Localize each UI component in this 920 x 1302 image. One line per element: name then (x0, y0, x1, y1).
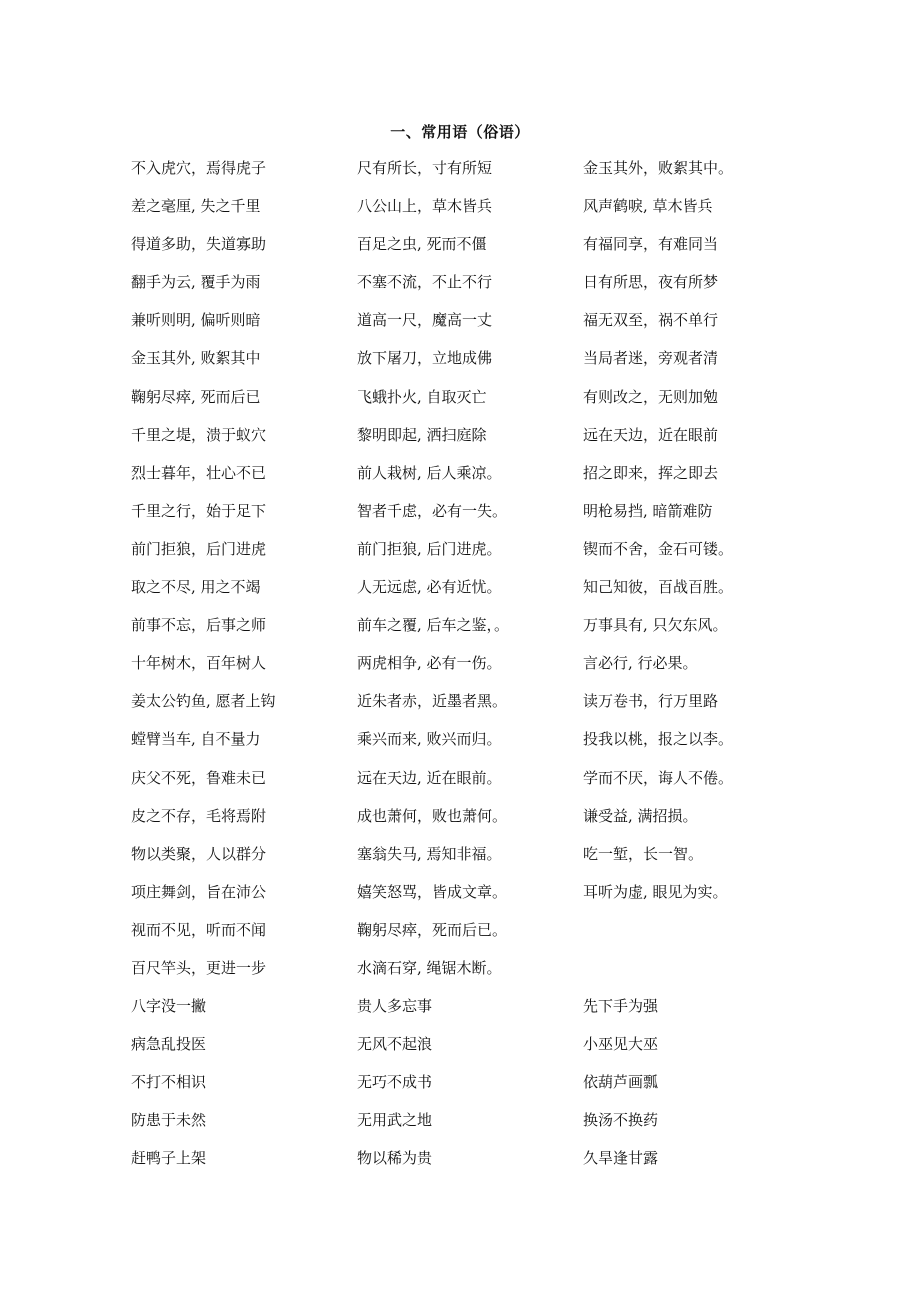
proverb-cell: 前人栽树, 后人乘凉。 (357, 463, 502, 482)
proverb-cell: 千里之行，始于足下 (131, 501, 267, 520)
proverb-cell: 百尺竿头，更进一步 (131, 958, 267, 977)
proverb-cell: 庆父不死，鲁难未已 (131, 768, 267, 787)
proverb-cell: 八字没一撇 (131, 997, 207, 1016)
proverb-cell: 烈士暮年，壮心不已 (131, 463, 267, 482)
proverb-cell: 成也萧何，败也萧何。 (357, 806, 508, 825)
proverb-cell: 读万卷书，行万里路 (583, 692, 719, 711)
proverb-cell: 不打不相识 (131, 1073, 207, 1092)
proverb-cell: 学而不厌，诲人不倦。 (583, 768, 734, 787)
proverb-cell: 螳臂当车, 自不量力 (131, 730, 261, 749)
proverb-cell: 鞠躬尽瘁, 死而后已 (131, 387, 261, 406)
proverb-cell: 无用武之地 (357, 1111, 433, 1130)
proverb-cell: 飞蛾扑火, 自取灭亡 (357, 387, 487, 406)
proverb-cell: 言必行, 行必果。 (583, 654, 698, 673)
proverb-cell: 得道多助，失道寡助 (131, 235, 267, 254)
proverb-cell: 有福同享，有难同当 (583, 235, 719, 254)
proverb-cell: 塞翁失马, 焉知非福。 (357, 844, 502, 863)
proverb-cell: 十年树木，百年树人 (131, 654, 267, 673)
proverb-cell: 知己知彼，百战百胜。 (583, 578, 734, 597)
proverb-cell: 八公山上，草木皆兵 (357, 197, 493, 216)
proverb-cell: 风声鹤唳, 草木皆兵 (583, 197, 713, 216)
proverb-cell: 远在天边, 近在眼前。 (357, 768, 502, 787)
proverb-cell: 前门拒狼, 后门进虎。 (357, 539, 502, 558)
proverb-cell: 金玉其外，败絮其中。 (583, 159, 734, 177)
proverb-cell: 水滴石穿, 绳锯木断。 (357, 958, 502, 977)
proverb-cell: 病急乱投医 (131, 1035, 207, 1054)
proverb-cell: 无巧不成书 (357, 1073, 433, 1092)
proverb-cell: 差之毫厘, 失之千里 (131, 197, 261, 216)
proverb-cell: 百足之虫, 死而不僵 (357, 235, 487, 254)
proverb-cell: 当局者迷，旁观者清 (583, 349, 719, 368)
proverb-cell (583, 917, 809, 955)
proverb-cell: 无风不起浪 (357, 1035, 433, 1054)
proverb-cell: 两虎相争, 必有一伤。 (357, 654, 502, 673)
proverb-cell: 乘兴而来, 败兴而归。 (357, 730, 502, 749)
proverb-cell: 道高一尺，魔高一丈 (357, 311, 493, 330)
proverb-cell: 不入虎穴，焉得虎子 (131, 159, 267, 177)
proverb-cell: 黎明即起, 洒扫庭除 (357, 425, 487, 444)
proverb-cell: 投我以桃，报之以李。 (583, 730, 734, 749)
proverb-cell: 取之不尽, 用之不竭 (131, 578, 261, 597)
proverb-cell: 智者千虑，必有一失。 (357, 501, 508, 520)
proverb-cell: 项庄舞剑，旨在沛公 (131, 882, 267, 901)
proverb-cell: 赶鸭子上架 (131, 1149, 207, 1168)
proverb-cell: 视而不见，听而不闻 (131, 920, 267, 939)
proverb-cell: 鞠躬尽瘁，死而后已。 (357, 920, 508, 939)
proverb-cell: 贵人多忘事 (357, 997, 433, 1016)
proverb-cell: 不塞不流，不止不行 (357, 273, 493, 292)
proverb-cell: 谦受益, 满招损。 (583, 806, 698, 825)
proverb-cell: 小巫见大巫 (583, 1035, 659, 1054)
proverb-cell: 有则改之，无则加勉 (583, 387, 719, 406)
proverb-cell: 千里之堤，溃于蚁穴 (131, 425, 267, 444)
proverb-cell: 换汤不换药 (583, 1111, 659, 1130)
proverb-cell: 万事具有, 只欠东风。 (583, 616, 728, 635)
proverb-cell: 招之即来，挥之即去 (583, 463, 719, 482)
proverb-cell: 久旱逢甘露 (583, 1149, 659, 1168)
proverb-cell: 前车之覆, 后车之鉴，。 (357, 616, 510, 635)
proverb-cell: 福无双至，祸不单行 (583, 311, 719, 330)
proverb-cell: 皮之不存，毛将焉附 (131, 806, 267, 825)
proverb-cell: 明枪易挡, 暗箭难防 (583, 501, 713, 520)
proverb-cell: 防患于未然 (131, 1111, 207, 1130)
page-title: 一、常用语（俗语） (390, 123, 530, 141)
proverb-cell: 前门拒狼，后门进虎 (131, 539, 267, 558)
proverb-grid (131, 155, 809, 1184)
proverb-cell (583, 955, 809, 993)
proverb-cell: 锲而不舍，金石可镂。 (583, 539, 734, 558)
proverb-cell: 远在天边，近在眼前 (583, 425, 719, 444)
proverb-cell: 金玉其外, 败絮其中 (131, 349, 261, 368)
proverb-cell: 兼听则明, 偏听则暗 (131, 311, 261, 330)
proverb-cell: 先下手为强 (583, 997, 659, 1016)
proverb-cell: 物以稀为贵 (357, 1149, 433, 1168)
proverb-cell: 放下屠刀，立地成佛 (357, 349, 493, 368)
proverb-cell: 物以类聚，人以群分 (131, 844, 267, 863)
proverb-cell: 日有所思，夜有所梦 (583, 273, 719, 292)
proverb-cell: 耳听为虚, 眼见为实。 (583, 882, 728, 901)
proverb-cell: 翻手为云, 覆手为雨 (131, 273, 261, 292)
proverb-cell: 尺有所长，寸有所短 (357, 159, 493, 177)
proverb-cell: 前事不忘，后事之师 (131, 616, 267, 635)
proverb-cell: 依葫芦画瓢 (583, 1073, 659, 1092)
proverb-cell: 嬉笑怒骂，皆成文章。 (357, 882, 508, 901)
proverb-cell: 姜太公钓鱼, 愿者上钩 (131, 692, 276, 711)
proverb-cell: 近朱者赤，近墨者黑。 (357, 692, 508, 711)
proverb-cell: 吃一堑，长一智。 (583, 844, 704, 863)
proverb-cell: 人无远虑, 必有近忧。 (357, 578, 502, 597)
